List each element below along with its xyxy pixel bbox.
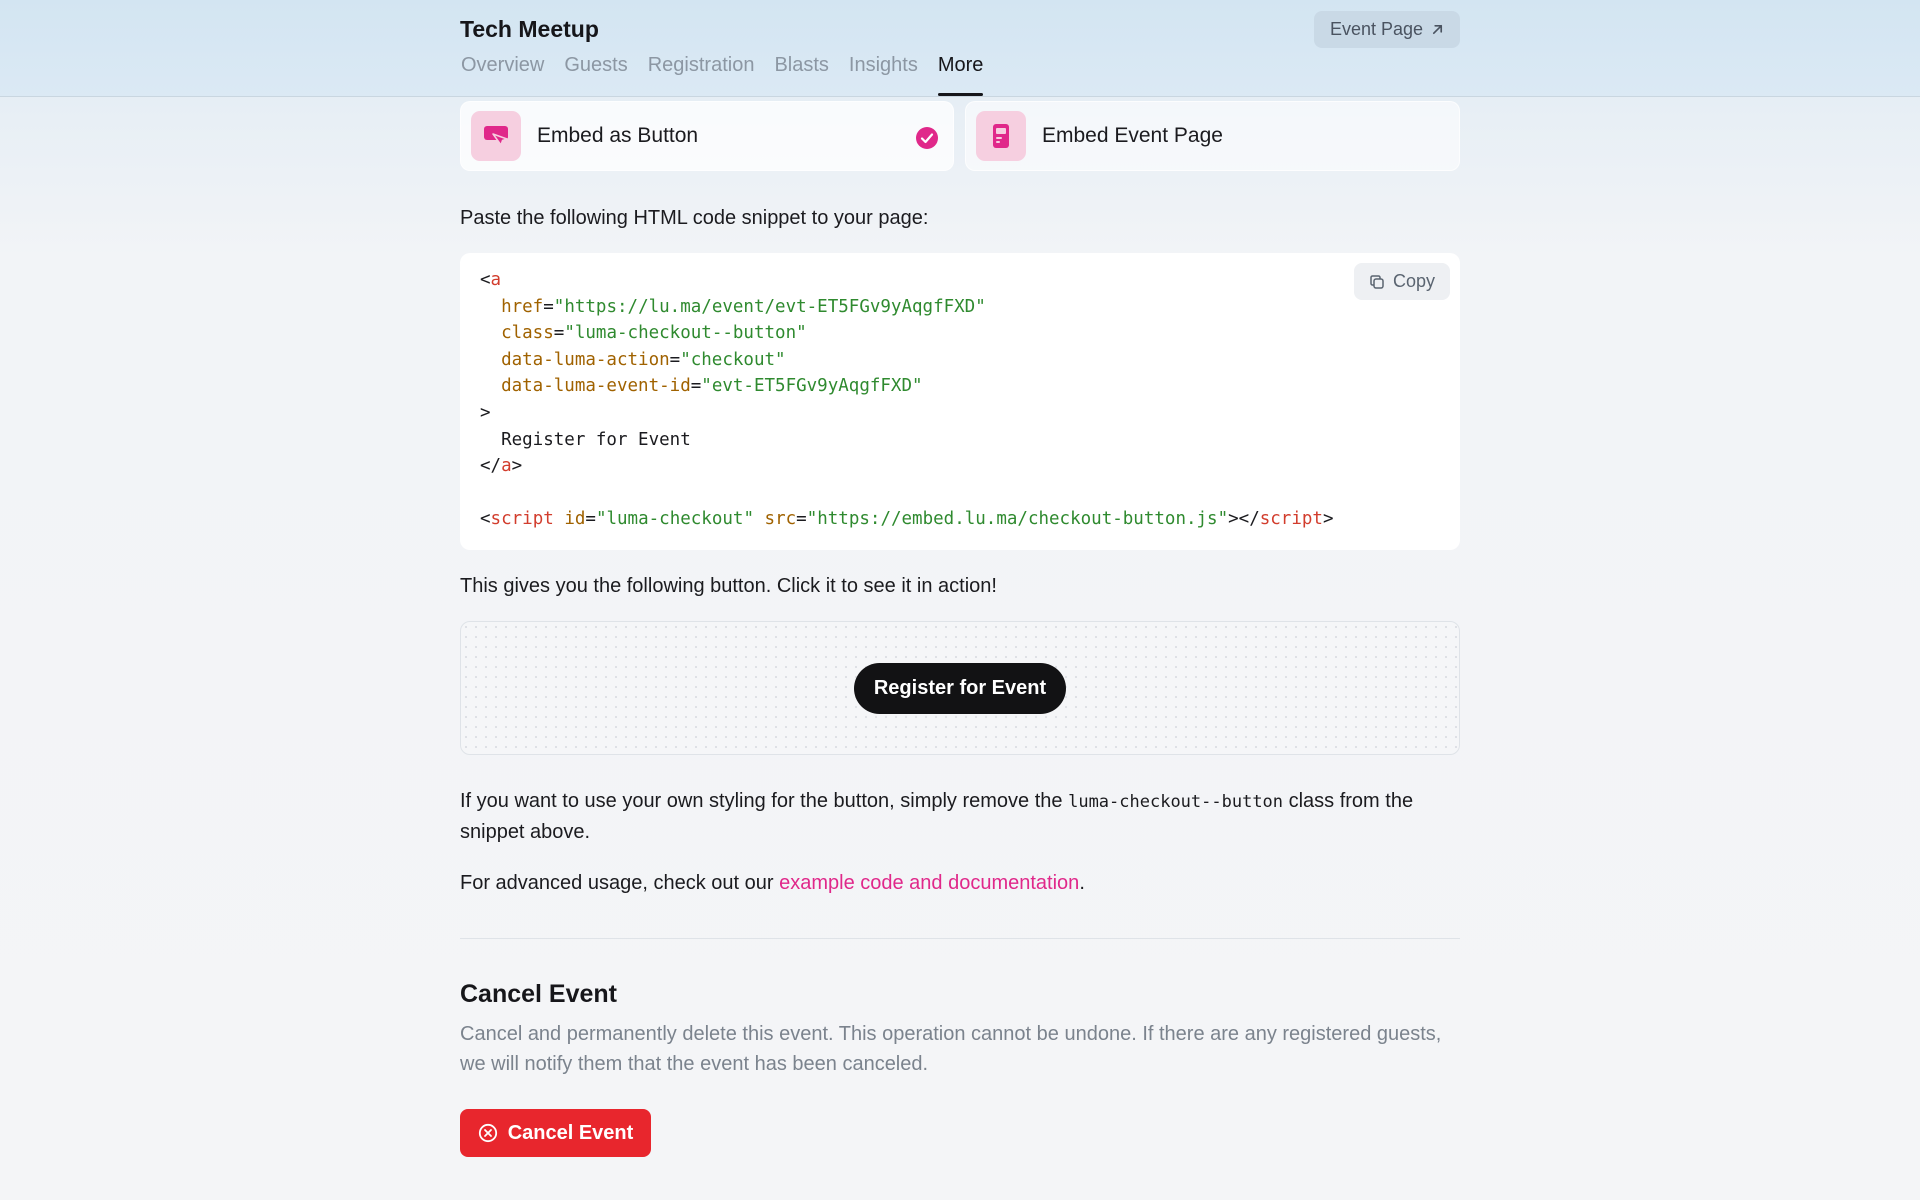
event-title: Tech Meetup: [460, 16, 599, 42]
check-circle-icon: [915, 126, 939, 150]
documentation-link[interactable]: example code and documentation: [779, 872, 1080, 894]
arrow-up-right-icon: [1431, 23, 1444, 36]
code-inner-text: Register for Event: [501, 429, 691, 450]
page-card-icon: [976, 111, 1026, 161]
code-script-id: "luma-checkout": [595, 509, 754, 530]
code-event-id: "evt-ET5FGv9yAqgfFXD": [701, 376, 923, 397]
advanced-note-before: For advanced usage, check out our: [460, 872, 774, 894]
top-header: [0, 0, 1920, 97]
styling-note-before: If you want to use your own styling for the button, simply remove the: [460, 790, 1063, 812]
code-snippet-box: [460, 253, 1460, 550]
tab-blasts[interactable]: Blasts: [774, 54, 829, 76]
embed-event-page-label: Embed Event Page: [1042, 124, 1223, 147]
copy-label: Copy: [1392, 271, 1436, 291]
event-page-label: Event Page: [1329, 19, 1424, 39]
cancel-event-heading: Cancel Event: [460, 980, 618, 1008]
embed-event-page-option[interactable]: [965, 101, 1460, 171]
preview-instruction: This gives you the following button. Click it to see it in action!: [460, 575, 997, 597]
embed-as-button-option[interactable]: [460, 101, 954, 171]
tab-more[interactable]: More: [938, 54, 984, 96]
tab-insights[interactable]: Insights: [848, 54, 918, 76]
styling-note: [460, 786, 1460, 847]
cancel-event-label: Cancel Event: [507, 1121, 634, 1144]
advanced-note: [460, 868, 1085, 898]
cursor-click-icon: [471, 111, 521, 161]
styling-note-after: class from the snippet above.: [460, 790, 1414, 843]
paste-instruction: Paste the following HTML code snippet to your page:: [460, 207, 929, 229]
button-preview-area: [460, 621, 1460, 755]
x-circle-icon: [478, 1123, 498, 1143]
copy-button[interactable]: [1354, 263, 1450, 300]
tab-guests[interactable]: Guests: [564, 54, 628, 76]
advanced-note-after: .: [1079, 872, 1085, 894]
embed-as-button-label: Embed as Button: [537, 124, 699, 147]
tab-registration[interactable]: Registration: [647, 54, 755, 76]
styling-note-code: luma-checkout--button: [1068, 792, 1284, 812]
nav-tabs: [461, 54, 983, 96]
event-page-button[interactable]: [1314, 11, 1460, 48]
copy-icon: [1369, 274, 1385, 290]
code-class: "luma-checkout--button": [564, 323, 807, 344]
cancel-event-button[interactable]: [460, 1109, 651, 1157]
cancel-event-description: Cancel and permanently delete this event. This operation cannot be undone. If there are any registered guests, we will notify them that the event has been canceled.: [460, 1023, 1442, 1075]
code-text[interactable]: <a href="https://lu.ma/event/evt-ET5FGv9yAqgfFXD" class="luma-checkout--button" data-luma-action="checkout" data-luma-event-id="evt-ET5FGv9yAqgfFXD" > Register for Event </a> <script id="luma-checkout" src="https://embed.lu.ma/checkout-button.js"></script>: [480, 270, 1334, 530]
tab-overview[interactable]: Overview: [461, 54, 545, 76]
code-script-src: "https://embed.lu.ma/checkout-button.js": [806, 509, 1229, 530]
register-for-event-button[interactable]: Register for Event: [854, 663, 1066, 714]
code-href: "https://lu.ma/event/evt-ET5FGv9yAqgfFXD": [553, 296, 986, 317]
section-divider: [460, 938, 1460, 939]
code-action: "checkout": [680, 349, 786, 370]
